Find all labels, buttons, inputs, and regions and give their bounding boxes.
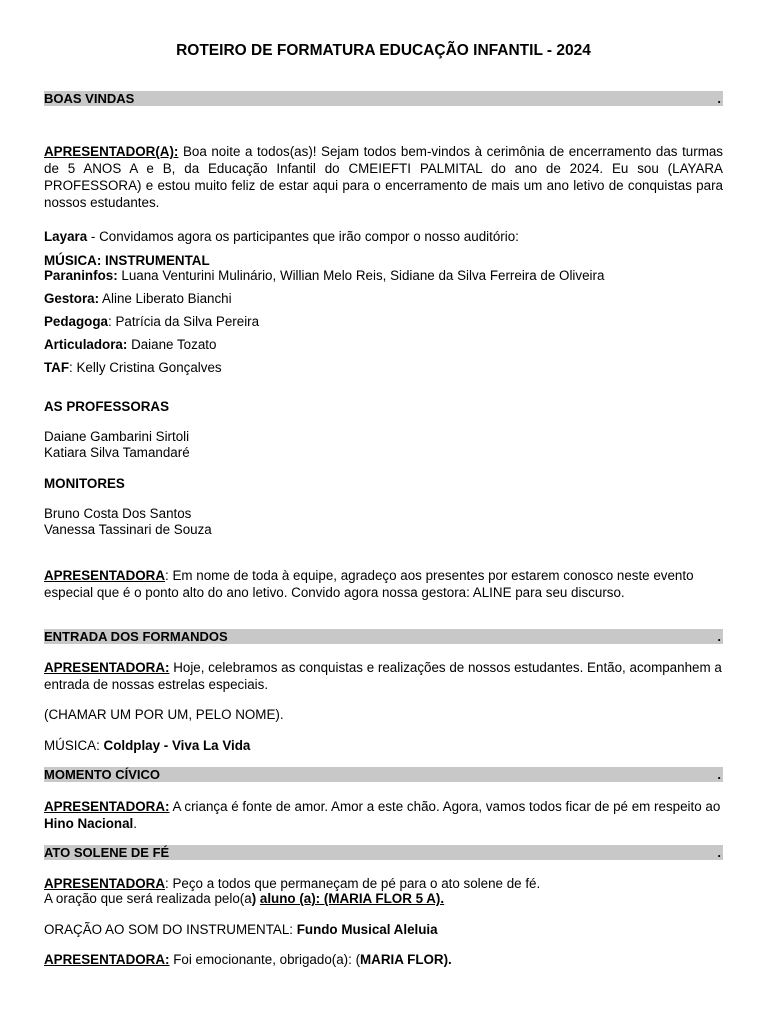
ato-line2-bold: )	[251, 891, 260, 906]
civico-text: A criança é fonte de amor. Amor a este chão. Agora, vamos todos ficar de pé em respeito ao	[169, 799, 721, 814]
chamar-instruction: (CHAMAR UM POR UM, PELO NOME).	[44, 707, 284, 722]
speaker-name: Layara	[44, 229, 88, 244]
final-text: Foi emocionante, obrigado(a): (	[169, 952, 361, 967]
role-value: : Kelly Cristina Gonçalves	[69, 360, 222, 375]
section-dot: .	[717, 767, 721, 782]
ato-text: : Peço a todos que permaneçam de pé para o ato solene de fé.	[165, 876, 541, 891]
section-dot: .	[717, 629, 721, 644]
role-label: Gestora:	[44, 291, 100, 306]
musica-instrumental: MÚSICA: INSTRUMENTAL	[44, 253, 210, 268]
agradecimento-text: : Em nome de toda à equipe, agradeço aos presentes por estarem conosco neste evento especial que é o ponto alto do ano letivo. Convido agora nossa gestora: ALINE para seu discurso.	[44, 568, 694, 600]
role-value: Aline Liberato Bianchi	[99, 291, 232, 306]
musica-label: MÚSICA:	[44, 738, 104, 753]
civico-paragraph	[44, 798, 723, 832]
aluno-name: aluno (a): (MARIA FLOR 5 A).	[259, 891, 445, 906]
speaker-label: APRESENTADORA:	[44, 952, 170, 967]
speaker-label: APRESENTADORA:	[44, 799, 170, 814]
section-dot: .	[717, 845, 721, 860]
ato-line2-text: A oração que será realizada pelo(a	[44, 891, 252, 906]
speaker-label: APRESENTADORA	[44, 568, 166, 583]
layara-text: - Convidamos agora os participantes que irão compor o nosso auditório:	[87, 229, 519, 244]
oracao-value: Fundo Musical Aleluia	[296, 922, 438, 937]
monitor-name: Vanessa Tassinari de Souza	[44, 522, 212, 537]
monitor-name: Bruno Costa Dos Santos	[44, 506, 192, 521]
role-label: Pedagoga	[44, 314, 108, 329]
role-articuladora	[44, 336, 723, 353]
section-dot: .	[717, 91, 721, 106]
layara-paragraph	[44, 228, 723, 245]
role-taf	[44, 359, 723, 376]
professora-name: Daiane Gambarini Sirtoli	[44, 429, 190, 444]
oracao-line	[44, 921, 723, 938]
intro-paragraph	[44, 143, 723, 211]
role-label: Articuladora:	[44, 337, 128, 352]
section-title: ATO SOLENE DE FÉ	[44, 845, 170, 860]
section-bar-entrada	[44, 629, 723, 644]
role-value: Luana Venturini Mulinário, Willian Melo Reis, Sidiane da Silva Ferreira de Oliveira	[117, 268, 605, 283]
section-title: BOAS VINDAS	[44, 91, 135, 106]
speaker-label: APRESENTADOR(A):	[44, 144, 179, 159]
hino-text: Hino Nacional	[44, 816, 134, 831]
professoras-heading: AS PROFESSORAS	[44, 399, 170, 414]
speaker-label: APRESENTADORA:	[44, 660, 170, 675]
role-value: Daiane Tozato	[127, 337, 217, 352]
speaker-label: APRESENTADORA	[44, 876, 166, 891]
role-paraninfos	[44, 267, 723, 284]
page-title: ROTEIRO DE FORMATURA EDUCAÇÃO INFANTIL - 2024	[176, 42, 591, 59]
civico-end: .	[133, 816, 138, 831]
final-line	[44, 951, 723, 968]
section-title: ENTRADA DOS FORMANDOS	[44, 629, 228, 644]
section-title: MOMENTO CÍVICO	[44, 767, 161, 782]
intro-text: Boa noite a todos(as)! Sejam todos bem-vindos à cerimônia de encerramento das turmas de 5 ANOS A e B, da Educação Infantil do CMEIEFTI PALMITAL do ano de 2024. Eu sou (LAYARA PROFESSORA) e estou muito feliz de estar aqui para o encerramento de mais um ano letivo de conquistas para nossos estudantes.	[44, 144, 723, 210]
ato-line2	[44, 890, 723, 907]
role-gestora	[44, 290, 723, 307]
role-pedagoga	[44, 313, 723, 330]
agradecimento-paragraph	[44, 567, 723, 601]
role-value: : Patrícia da Silva Pereira	[108, 314, 260, 329]
professora-name: Katiara Silva Tamandaré	[44, 445, 190, 460]
final-name: MARIA FLOR).	[360, 952, 452, 967]
musica-value: Coldplay - Viva La Vida	[103, 738, 251, 753]
monitores-heading: MONITORES	[44, 476, 125, 491]
role-label: Paraninfos:	[44, 268, 118, 283]
section-bar-civico	[44, 767, 723, 782]
musica-entrada	[44, 737, 723, 754]
role-label: TAF	[44, 360, 70, 375]
oracao-label: ORAÇÃO AO SOM DO INSTRUMENTAL:	[44, 922, 297, 937]
entrada-paragraph	[44, 659, 723, 693]
section-bar-ato	[44, 845, 723, 860]
section-bar-boas-vindas	[44, 91, 723, 106]
entrada-text: Hoje, celebramos as conquistas e realizações de nossos estudantes. Então, acompanhem a entrada de nossas estrelas especiais.	[44, 660, 722, 692]
